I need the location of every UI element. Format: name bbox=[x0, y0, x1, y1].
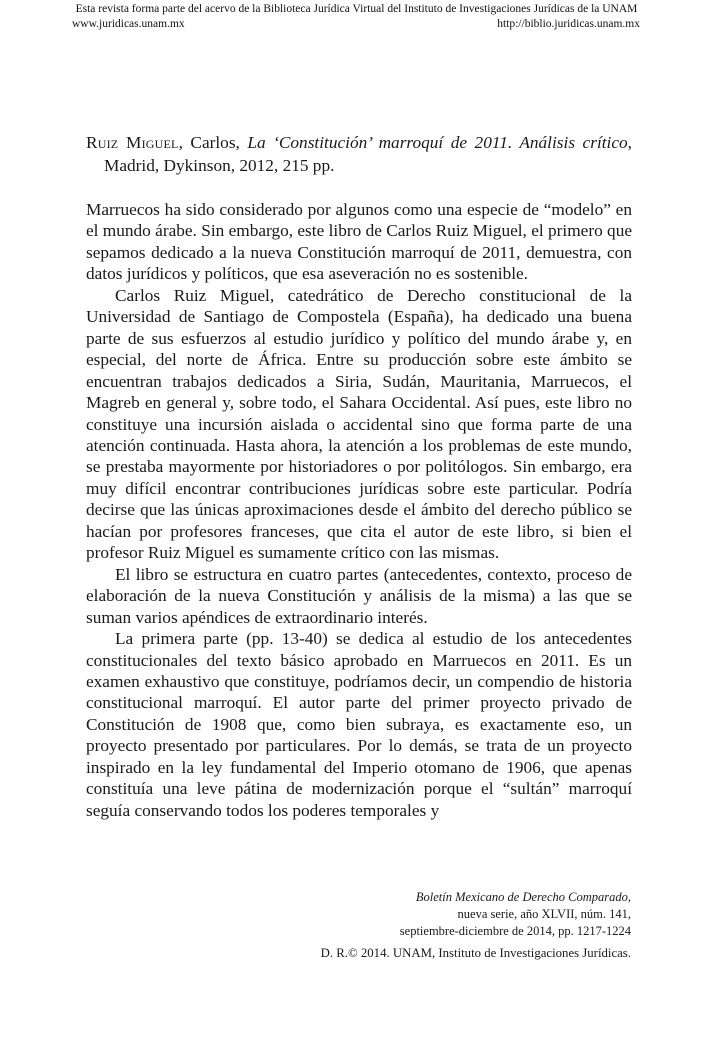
journal-series: nueva serie, año XLVII, núm. 141, bbox=[457, 907, 631, 921]
journal-name-comma: , bbox=[627, 890, 631, 904]
paragraph-1: Marruecos ha sido considerado por algunos como una especie de “modelo” en el mundo árabe. Sin embargo, este libro de Carlos Ruiz Miguel, el primero que sepamos dedicado a la nueva Constitución marroquí de 2011, demuestra, con datos jurídicos y políticos, que esa aseveración no es sostenible. bbox=[86, 200, 632, 284]
journal-name: Boletín Mexicano de Derecho Comparado bbox=[415, 890, 628, 904]
journal-dates: septiembre-diciembre de 2014, pp. 1217-1224 bbox=[399, 924, 631, 938]
paragraph-4: La primera parte (pp. 13-40) se dedica al estudio de los antecedentes constitucionales del texto básico aprobado en Marruecos en 2011. Es un examen exhaustivo que constituye, podríamos decir, un compendio de historia constitucional marroquí. El autor parte del primer proyecto privado de Constitución de 1908 que, como bien subraya, es exactamente eso, un proyecto presentado por particulares. Por lo demás, se trata de un proyecto inspirado en la ley fundamental del Imperio otomano de 1906, que apenas constituía una leve pátina de modernización porque el “sultán” marroquí seguía conservando todos los poderes temporales y bbox=[86, 629, 632, 820]
journal-reference bbox=[231, 889, 631, 940]
review-body bbox=[86, 199, 632, 821]
copyright-notice: D. R.© 2014. UNAM, Instituto de Investigaciones Jurídicas. bbox=[320, 946, 631, 960]
citation-given-name: , Carlos, bbox=[178, 133, 248, 152]
citation-title: La ‘Constitución’ marroquí de 2011. Análisis crítico bbox=[247, 133, 628, 152]
citation-author: Ruiz Miguel bbox=[86, 133, 179, 152]
book-citation bbox=[86, 131, 632, 177]
repository-notice: Esta revista forma parte del acervo de la Biblioteca Jurídica Virtual del Instituto de Investigaciones Jurídicas de la UNAM bbox=[75, 3, 638, 15]
citation-publication: , Madrid, Dykinson, 2012, 215 pp. bbox=[104, 133, 632, 175]
paragraph-3: El libro se estructura en cuatro partes (antecedentes, contexto, proceso de elaboración de la nueva Constitución y análisis de la misma) a las que se suman varios apéndices de extraordinario interés. bbox=[86, 564, 632, 627]
paragraph-2: Carlos Ruiz Miguel, catedrático de Derecho constitucional de la Universidad de Santiago de Compostela (España), ha dedicado una buena parte de sus esfuerzos al estudio jurídico y político del mundo árabe y, en especial, del norte de África. Entre su producción sobre este ámbito se encuentran trabajos dedicados a Siria, Sudán, Mauritania, Marruecos, el Magreb en general y, sobre todo, el Sahara Occidental. Así pues, este libro no constituye una incursión aislada o accidental sino que forma parte de una atención continuada. Hasta ahora, la atención a los problemas de este mundo, se prestaba mayormente por historiadores o por politólogos. Sin embargo, era muy difícil encontrar contribuciones jurídicas sobre este particular. Podría decirse que las únicas aproximaciones desde el ámbito del derecho público se hacían por profesores franceses, que cita el autor de este libro, si bien el profesor Ruiz Miguel es sumamente crítico con las mismas. bbox=[86, 285, 632, 563]
biblio-url[interactable]: http://biblio.juridicas.unam.mx bbox=[497, 18, 640, 30]
juridicas-url[interactable]: www.juridicas.unam.mx bbox=[72, 18, 185, 30]
